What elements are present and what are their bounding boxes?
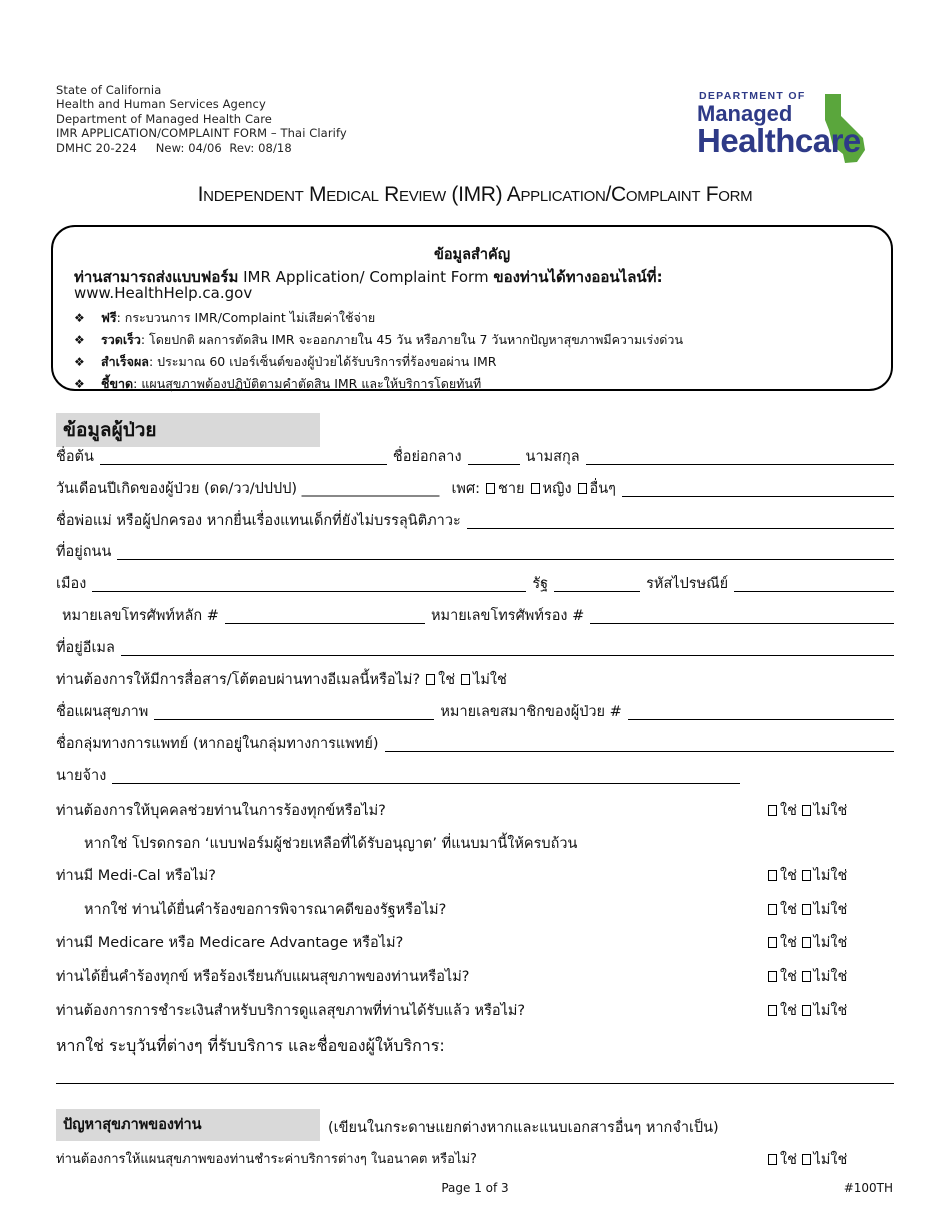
checkbox-icon[interactable] [768,904,777,915]
logo-managed-text: Managed [697,101,793,126]
service-dates-field[interactable] [56,1083,894,1084]
city-label: เมือง [56,576,87,592]
checkbox-icon[interactable] [531,483,540,494]
phone-main-label: หมายเลขโทรศัพท์หลัก # [62,608,219,624]
checkbox-icon[interactable] [768,805,777,816]
sex-female-option[interactable]: หญิง [531,477,578,500]
medical-group-field[interactable] [385,751,895,752]
logo-healthcare-text [697,122,861,160]
question-text: หากใช่ ท่านได้ยื่นคำร้องขอการพิจารณาคดีของรัฐหรือไม่? [84,902,447,918]
future-payment-row [56,1148,894,1168]
name-row [56,448,894,468]
agency-header [56,83,347,155]
checkbox-icon[interactable] [768,1005,777,1016]
question-text: ท่านได้ยื่นคำร้องทุกข์ หรือร้องเรียนกับแผนสุขภาพของท่านหรือไม่? [56,969,470,985]
last-name-label: นามสกุล [525,449,580,465]
question-text: ท่านต้องการให้แผนสุขภาพของท่านชำระค่าบริการต่างๆ ในอนาคต หรือไม่? [56,1152,477,1167]
state-field[interactable] [554,591,640,592]
health-problem-note: (เขียนในกระดาษแยกต่างหากและแนบเอกสารอื่นๆ หากจำเป็น) [328,1120,719,1136]
parent-field[interactable] [467,528,894,529]
header-line: Health and Human Services Agency [56,97,266,112]
phone-alt-field[interactable] [590,623,894,624]
street-label: ที่อยู่ถนน [56,544,112,560]
parent-row [56,512,894,532]
diamond-bullet-icon: ❖ [74,355,85,369]
yes-no-group[interactable]: ใช่ ไม่ใช่ [768,898,847,921]
form-code: #100TH [843,1181,893,1195]
first-name-label: ชื่อต้น [56,449,94,465]
email-consent-no[interactable]: ไม่ใช่ [461,668,513,691]
middle-name-label: ชื่อย่อกลาง [392,449,462,465]
header-line: IMR APPLICATION/COMPLAINT FORM – Thai Clarify [56,126,347,141]
question-row [56,832,894,852]
diamond-bullet-icon: ❖ [74,333,85,347]
checkbox-icon[interactable] [578,483,587,494]
state-label: รัฐ [532,576,549,592]
city-row [56,575,894,595]
checkbox-icon[interactable] [486,483,495,494]
question-row [56,864,894,884]
parent-label: ชื่อพ่อแม่ หรือผู้ปกครอง หากยื่นเรื่องแทนเด็กที่ยังไม่บรรลุนิติภาวะ [56,513,461,529]
checkbox-icon[interactable] [768,870,777,881]
logo-care-text: care [794,122,861,159]
question-row [56,999,894,1019]
checkbox-icon[interactable] [426,674,435,685]
bullet-item: ❖ ฟรี: กระบวนการ IMR/Complaint ไม่เสียค่าใช้จ่าย [74,307,683,329]
question-row [56,799,894,819]
plan-row [56,703,894,723]
employer-label: นายจ้าง [56,768,107,784]
last-name-field[interactable] [586,464,894,465]
sex-male-option[interactable]: ชาย [486,477,530,500]
important-info-box [51,225,893,391]
medical-group-row [56,735,894,755]
bullet-item: ❖ รวดเร็ว: โดยปกติ ผลการตัดสิน IMR จะออกภายใน 45 วัน หรือภายใน 7 วันหากปัญหาสุขภาพมีความเร่งด่วน [74,329,683,351]
checkbox-icon[interactable] [802,1154,811,1165]
question-text: ท่านต้องการให้บุคคลช่วยท่านในการร้องทุกข์หรือไม่? [56,803,386,819]
phone-main-field[interactable] [225,623,425,624]
checkbox-icon[interactable] [461,674,470,685]
sex-label: เพศ: [451,481,481,497]
email-consent-row [56,671,894,691]
dob-field[interactable]: วันเดือนปีเกิดของผู้ป่วย (ดด/วว/ปปปป) ___________________ [56,481,440,497]
email-field[interactable] [121,655,894,656]
medical-group-label: ชื่อกลุ่มทางการแพทย์ (หากอยู่ในกลุ่มทางการแพทย์) [56,736,379,752]
middle-name-field[interactable] [468,464,520,465]
yes-no-group[interactable]: ใช่ ไม่ใช่ [768,931,847,954]
checkbox-icon[interactable] [768,971,777,982]
phone-alt-label: หมายเลขโทรศัพท์รอง # [430,608,585,624]
diamond-bullet-icon: ❖ [74,311,85,325]
zip-label: รหัสไปรษณีย์ [646,576,729,592]
question-text: หากใช่ โปรดกรอก ‘แบบฟอร์มผู้ช่วยเหลือที่ได้รับอนุญาต’ ที่แนบมานี้ให้ครบถ้วน [84,836,578,852]
email-consent-question: ท่านต้องการให้มีการสื่อสาร/โต้ตอบผ่านทางอีเมลนี้หรือไม่? [56,672,421,688]
sex-other-option[interactable]: อื่นๆ [578,477,622,500]
header-line: DMHC 20-224 New: 04/06 Rev: 08/18 [56,140,292,155]
question-text: ท่านต้องการการชำระเงินสำหรับบริการดูแลสุขภาพที่ท่านได้รับแล้ว หรือไม่? [56,1003,526,1019]
checkbox-icon[interactable] [802,870,811,881]
notice-regular: IMR Application/ Complaint Form [238,268,494,286]
checkbox-icon[interactable] [802,904,811,915]
yes-no-group[interactable]: ใช่ ไม่ใช่ [768,864,847,887]
question-row [56,898,894,918]
bullet-item: ❖ สำเร็จผล: ประมาณ 60 เปอร์เซ็นต์ของผู้ป่วยได้รับบริการที่ร้องขอผ่าน IMR [74,351,683,373]
checkbox-icon[interactable] [802,937,811,948]
dmhc-logo [697,90,902,168]
checkbox-icon[interactable] [802,971,811,982]
bullet-item: ❖ ชี้ขาด: แผนสุขภาพต้องปฏิบัติตามคำตัดสิน IMR และให้บริการโดยทันที [74,373,683,395]
checkbox-icon[interactable] [768,1154,777,1165]
checkbox-icon[interactable] [802,1005,811,1016]
question-row [56,965,894,985]
sex-other-field[interactable] [622,496,894,497]
plan-name-field[interactable] [154,719,434,720]
question-text: ท่านมี Medi-Cal หรือไม่? [56,868,216,884]
zip-field[interactable] [734,591,894,592]
patient-info-heading: ข้อมูลผู้ป่วย [56,413,320,447]
employer-field[interactable] [112,783,740,784]
question-row [56,931,894,951]
email-label: ที่อยู่อีเมล [56,640,115,656]
form-title: Independent Medical Review (IMR) Application/Complaint Form [197,183,753,206]
question-text: ท่านมี Medicare หรือ Medicare Advantage หรือไม่? [56,935,404,951]
street-row [56,543,894,563]
email-row [56,639,894,659]
notice-heading: ข้อมูลสำคัญ [433,247,511,263]
header-line: Department of Managed Health Care [56,111,272,126]
email-consent-yes[interactable]: ใช่ [426,668,461,691]
diamond-bullet-icon: ❖ [74,377,85,391]
notice-url-link[interactable]: www.HealthHelp.ca.gov [74,284,253,302]
first-name-field[interactable] [100,464,387,465]
phone-row [56,607,894,627]
yes-no-group[interactable]: ใช่ ไม่ใช่ [768,999,847,1022]
member-id-label: หมายเลขสมาชิกของผู้ป่วย # [440,704,622,720]
page-number: Page 1 of 3 [441,1181,509,1195]
checkbox-icon[interactable] [768,937,777,948]
header-line: State of California [56,83,162,97]
notice-bold-a: ท่านสามารถส่งแบบฟอร์ม [74,268,239,286]
dob-sex-row [56,480,894,500]
street-field[interactable] [117,559,894,560]
health-problem-heading: ปัญหาสุขภาพของท่าน [56,1109,320,1141]
notice-bold-b: ของท่านได้ทางออนไลน์ที่: [493,268,663,286]
checkbox-icon[interactable] [802,805,811,816]
notice-bullets [74,307,683,395]
yes-no-group[interactable]: ใช่ ไม่ใช่ [768,965,847,988]
member-id-field[interactable] [628,719,894,720]
service-dates-label: หากใช่ ระบุวันที่ต่างๆ ที่รับบริการ และชื่อของผู้ให้บริการ: [56,1036,445,1055]
logo-health-text: Health [697,122,795,159]
yes-no-group[interactable]: ใช่ ไม่ใช่ [768,1148,847,1171]
plan-name-label: ชื่อแผนสุขภาพ [56,704,149,720]
yes-no-group[interactable]: ใช่ ไม่ใช่ [768,799,847,822]
employer-row [56,767,740,787]
city-field[interactable] [92,591,526,592]
logo-dept-text: DEPARTMENT OF [699,90,806,102]
